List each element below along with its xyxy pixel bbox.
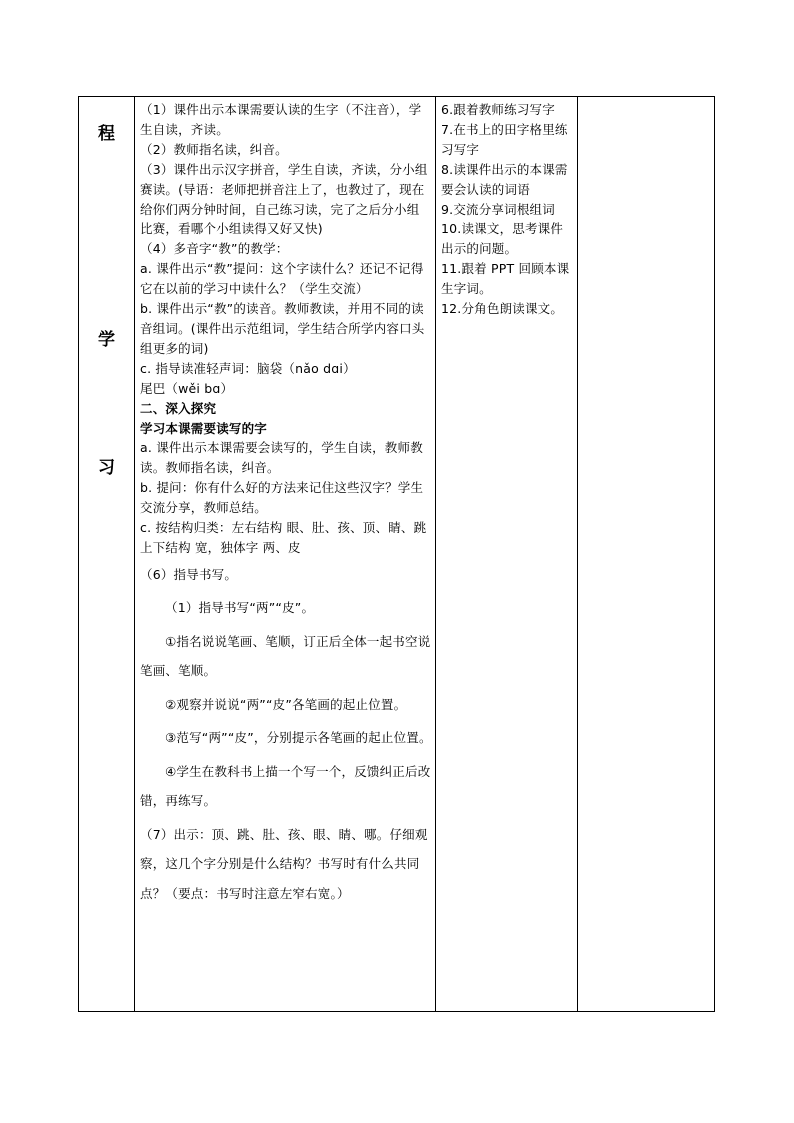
procedure-paragraph: 尾巴（wěi bɑ） — [140, 380, 234, 396]
procedure-paragraph: （7）出示：顶、跳、肚、孩、眼、睛、哪。仔细观察，这几个字分别是什么结构？书写时有什么共同点？（要点：书写时注意左窄右宽。） — [140, 826, 428, 901]
side-label-xue: 学 — [98, 330, 115, 350]
student-activity-cell — [441, 100, 573, 319]
procedure-paragraph: （6）指导书写。 — [140, 566, 238, 582]
procedure-paragraph: c. 按结构归类：左右结构 眼、肚、孩、顶、睛、跳上下结构 宽，独体字 两、皮 — [140, 520, 427, 555]
side-label-xi: 习 — [98, 458, 115, 478]
column-divider — [577, 97, 578, 1011]
section-subheading: 学习本课需要读写的字 — [140, 420, 268, 436]
procedure-paragraph: b. 提问：你有什么好的方法来记住这些汉字？学生交流分享，教师总结。 — [140, 480, 424, 516]
procedure-paragraph: （1）指导书写“两”“皮”。 — [165, 600, 315, 616]
activity-item: 6.跟着教师练习写字 — [441, 102, 555, 117]
procedure-paragraph: ③范写“两”“皮”，分别提示各笔画的起止位置。 — [165, 730, 432, 746]
procedure-paragraph: ①指名说说笔画、笔顺，订正后全体一起书空说笔画、笔顺。 — [140, 633, 431, 679]
column-divider — [134, 97, 135, 1011]
teaching-procedure-cell — [140, 100, 432, 908]
side-label-cheng: 程 — [98, 124, 115, 144]
activity-item: 11.跟着 PPT 回顾本课生字词。 — [441, 261, 570, 297]
procedure-paragraph: c. 指导读准轻声词：脑袋（nǎo dɑi） — [140, 360, 356, 376]
procedure-paragraph: （4）多音字“教”的教学： — [140, 241, 289, 257]
procedure-paragraph: （2）教师指名读，纠音。 — [140, 141, 288, 157]
activity-item: 8.读课件出示的本课需要会认读的词语 — [441, 161, 568, 197]
activity-item: 7.在书上的田字格里练习写字 — [441, 121, 568, 157]
procedure-paragraph: b. 课件出示“教”的读音。教师教读，并用不同的读音组词。(课件出示范组词，学生结合所学内容口头组更多的词) — [140, 301, 425, 356]
procedure-paragraph: ④学生在教科书上描一个写一个，反馈纠正后改错，再练写。 — [140, 763, 431, 809]
section-heading: 二、深入探究 — [140, 400, 217, 416]
procedure-paragraph: a. 课件出示本课需要会读写的，学生自读，教师教读。教师指名读，纠音。 — [140, 440, 423, 476]
column-divider — [435, 97, 436, 1011]
lesson-plan-table — [78, 96, 715, 1012]
procedure-paragraph: a. 课件出示“教”提问：这个字读什么？还记不记得它在以前的学习中读什么？（学生交流） — [140, 261, 424, 297]
procedure-paragraph: （3）课件出示汉字拼音，学生自读，齐读，分小组赛读。(导语：老师把拼音注上了，也教过了，现在给你们两分钟时间，自己练习读，完了之后分小组比赛，看哪个小组读得又好又快) — [140, 161, 428, 237]
activity-item: 9.交流分享词根组词 — [441, 201, 555, 217]
activity-item: 12.分角色朗读课文。 — [441, 301, 564, 317]
procedure-paragraph: ②观察并说说“两”“皮”各笔画的起止位置。 — [165, 696, 407, 712]
procedure-paragraph: （1）课件出示本课需要认读的生字（不注音），学生自读，齐读。 — [140, 102, 422, 137]
activity-item: 10.读课文，思考课件出示的问题。 — [441, 221, 564, 257]
